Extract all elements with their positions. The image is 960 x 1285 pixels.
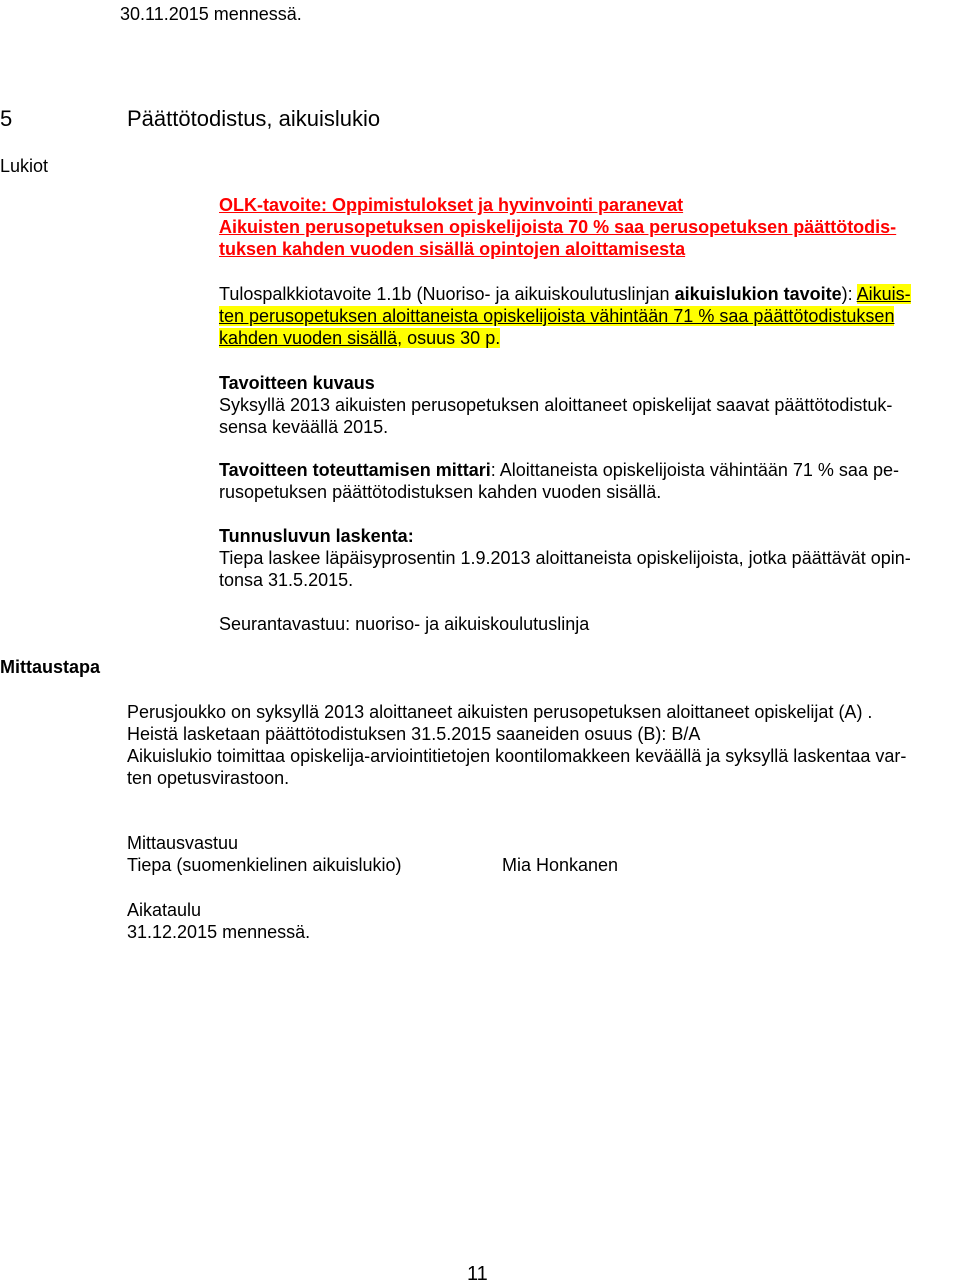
tulospalkkio-text: Tulospalkkiotavoite 1.1b (Nuoriso- ja aikuiskoulutuslinjan xyxy=(219,284,675,304)
mittari-line xyxy=(219,459,899,481)
tavoitteen-kuvaus xyxy=(219,372,892,438)
kuvaus-line: sensa keväällä 2015. xyxy=(219,417,389,437)
tunnusluvun-laskenta xyxy=(219,525,911,591)
section-title: Päättötodistus, aikuislukio xyxy=(127,106,381,131)
perusjoukko-line: Aikuislukio toimittaa opiskelija-arviointitietojen koontilomakkeen keväällä ja syksyllä laskentaa var- xyxy=(127,746,907,766)
label-lukiot: Lukiot xyxy=(0,156,49,176)
tulospalkkio-highlight: ten perusopetuksen aloittaneista opiskelijoista vähintään 71 % saa päättötodistuksen xyxy=(219,306,895,326)
seurantavastuu: Seurantavastuu: nuoriso- ja aikuiskoulutuslinja xyxy=(219,614,590,634)
tulospalkkio-highlight: Aikuis- xyxy=(856,284,911,304)
perusjoukko-line: ten opetusvirastoon. xyxy=(127,768,290,788)
perusjoukko-line: Perusjoukko on syksyllä 2013 aloittaneet aikuisten perusopetuksen aloittaneet opiskelijat (A) . xyxy=(127,702,873,722)
toteuttamisen-mittari xyxy=(219,459,899,503)
tulospalkkio-highlight: kahden vuoden sisällä xyxy=(219,328,398,348)
label-mittaustapa: Mittaustapa xyxy=(0,657,101,677)
olk-goal-line: OLK-tavoite: Oppimistulokset ja hyvinvointi paranevat xyxy=(219,195,684,215)
kuvaus-line: Syksyllä 2013 aikuisten perusopetuksen aloittaneet opiskelijat saavat päättötodistuk- xyxy=(219,395,893,415)
tulospalkkio-bold-text: aikuislukion tavoite xyxy=(674,284,842,304)
olk-goal xyxy=(219,194,896,260)
mittari-line: rusopetuksen päättötodistuksen kahden vuoden sisällä. xyxy=(219,482,662,502)
mittari-label: Tavoitteen toteuttamisen mittari xyxy=(219,460,491,480)
olk-goal-line: tuksen kahden vuoden sisällä opintojen aloittamisesta xyxy=(219,239,686,259)
page-number: 11 xyxy=(467,1263,488,1285)
top-deadline-text: 30.11.2015 mennessä. xyxy=(120,4,302,24)
mittausvastuu-person: Mia Honkanen xyxy=(502,855,619,875)
aikataulu-date: 31.12.2015 mennessä. xyxy=(127,922,311,942)
mittari-text: : Aloittaneista opiskelijoista vähintään 71 % saa pe- xyxy=(490,460,899,480)
laskenta-heading: Tunnusluvun laskenta: xyxy=(219,526,414,546)
tulospalkkio-line xyxy=(219,327,911,349)
tulospalkkio-line xyxy=(219,305,911,327)
perusjoukko-text xyxy=(127,701,906,789)
perusjoukko-line: Heistä lasketaan päättötodistuksen 31.5.2015 saaneiden osuus (B): B/A xyxy=(127,724,701,744)
section-number: 5 xyxy=(0,106,13,131)
mittausvastuu-label: Mittausvastuu xyxy=(127,833,239,853)
laskenta-line: tonsa 31.5.2015. xyxy=(219,570,354,590)
laskenta-line: Tiepa laskee läpäisyprosentin 1.9.2013 aloittaneista opiskelijoista, jotka päättävät opin- xyxy=(219,548,911,568)
olk-goal-line: Aikuisten perusopetuksen opiskelijoista 70 % saa perusopetuksen päättötodis- xyxy=(219,217,897,237)
tulospalkkio-goal xyxy=(219,283,911,349)
kuvaus-heading: Tavoitteen kuvaus xyxy=(219,373,375,393)
tulospalkkio-highlight: , osuus 30 p. xyxy=(397,328,501,348)
tulospalkkio-line xyxy=(219,283,911,305)
aikataulu-label: Aikataulu xyxy=(127,900,202,920)
mittausvastuu-org: Tiepa (suomenkielinen aikuislukio) xyxy=(127,855,402,875)
tulospalkkio-text: ): xyxy=(841,284,857,304)
